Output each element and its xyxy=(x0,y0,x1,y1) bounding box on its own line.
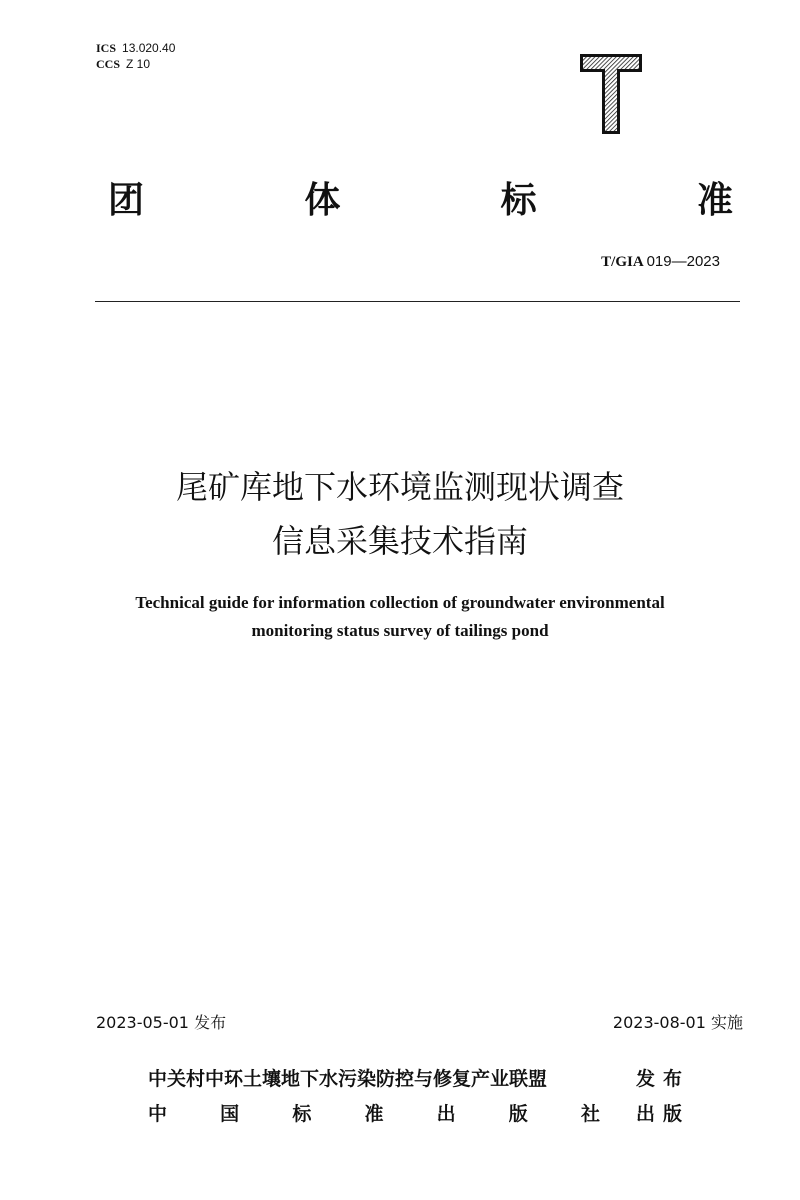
title-en-line2: monitoring status survey of tailings pond xyxy=(251,621,549,640)
issuer-action xyxy=(636,1064,682,1091)
issuer-org-press xyxy=(148,1099,600,1126)
ccs-code xyxy=(96,56,175,72)
issuer-row-press xyxy=(148,1099,688,1126)
press-char: 版 xyxy=(508,1103,528,1125)
ics-value: 13.020.40 xyxy=(122,41,176,55)
issuer-action-char: 出 xyxy=(636,1103,656,1125)
press-char: 社 xyxy=(580,1103,600,1125)
press-char: 准 xyxy=(364,1103,384,1125)
press-char: 出 xyxy=(436,1103,456,1125)
classification-codes xyxy=(96,40,175,72)
publish-date: 2023-05-01 发布 xyxy=(96,1013,227,1032)
standard-type-char: 准 xyxy=(696,180,733,221)
issuer-org: 中关村中环土壤地下水污染防控与修复产业联盟 xyxy=(148,1068,548,1090)
header-divider xyxy=(95,301,740,302)
title-cn-line1: 尾矿库地下水环境监测现状调查 xyxy=(175,468,624,506)
standard-prefix: T/GIA xyxy=(601,254,643,270)
issuer-action-char: 发 xyxy=(636,1068,656,1090)
press-char: 国 xyxy=(220,1103,240,1125)
standard-code: 019—2023 xyxy=(646,253,720,270)
standard-type-char: 标 xyxy=(500,180,537,221)
issuer-action-char: 版 xyxy=(663,1103,683,1125)
ccs-label: CCS xyxy=(96,57,121,71)
standard-type-char: 团 xyxy=(108,180,145,221)
standard-type-char: 体 xyxy=(304,180,341,221)
standard-number xyxy=(601,253,720,271)
issuer-action xyxy=(636,1099,682,1126)
ics-label: ICS xyxy=(96,41,117,55)
issuer-row-alliance xyxy=(148,1064,688,1091)
standard-t-logo-icon xyxy=(578,52,644,136)
title-en-line1: Technical guide for information collection of groundwater environmental xyxy=(135,593,665,612)
implement-date: 2023-08-01 实施 xyxy=(612,1013,743,1032)
issuer-action-char: 布 xyxy=(663,1068,683,1090)
press-char: 中 xyxy=(148,1103,168,1125)
standard-type-heading xyxy=(108,172,733,223)
ccs-value: Z 10 xyxy=(126,57,151,71)
title-cn-line2: 信息采集技术指南 xyxy=(271,522,528,560)
ics-code xyxy=(96,40,175,56)
press-char: 标 xyxy=(292,1103,312,1125)
